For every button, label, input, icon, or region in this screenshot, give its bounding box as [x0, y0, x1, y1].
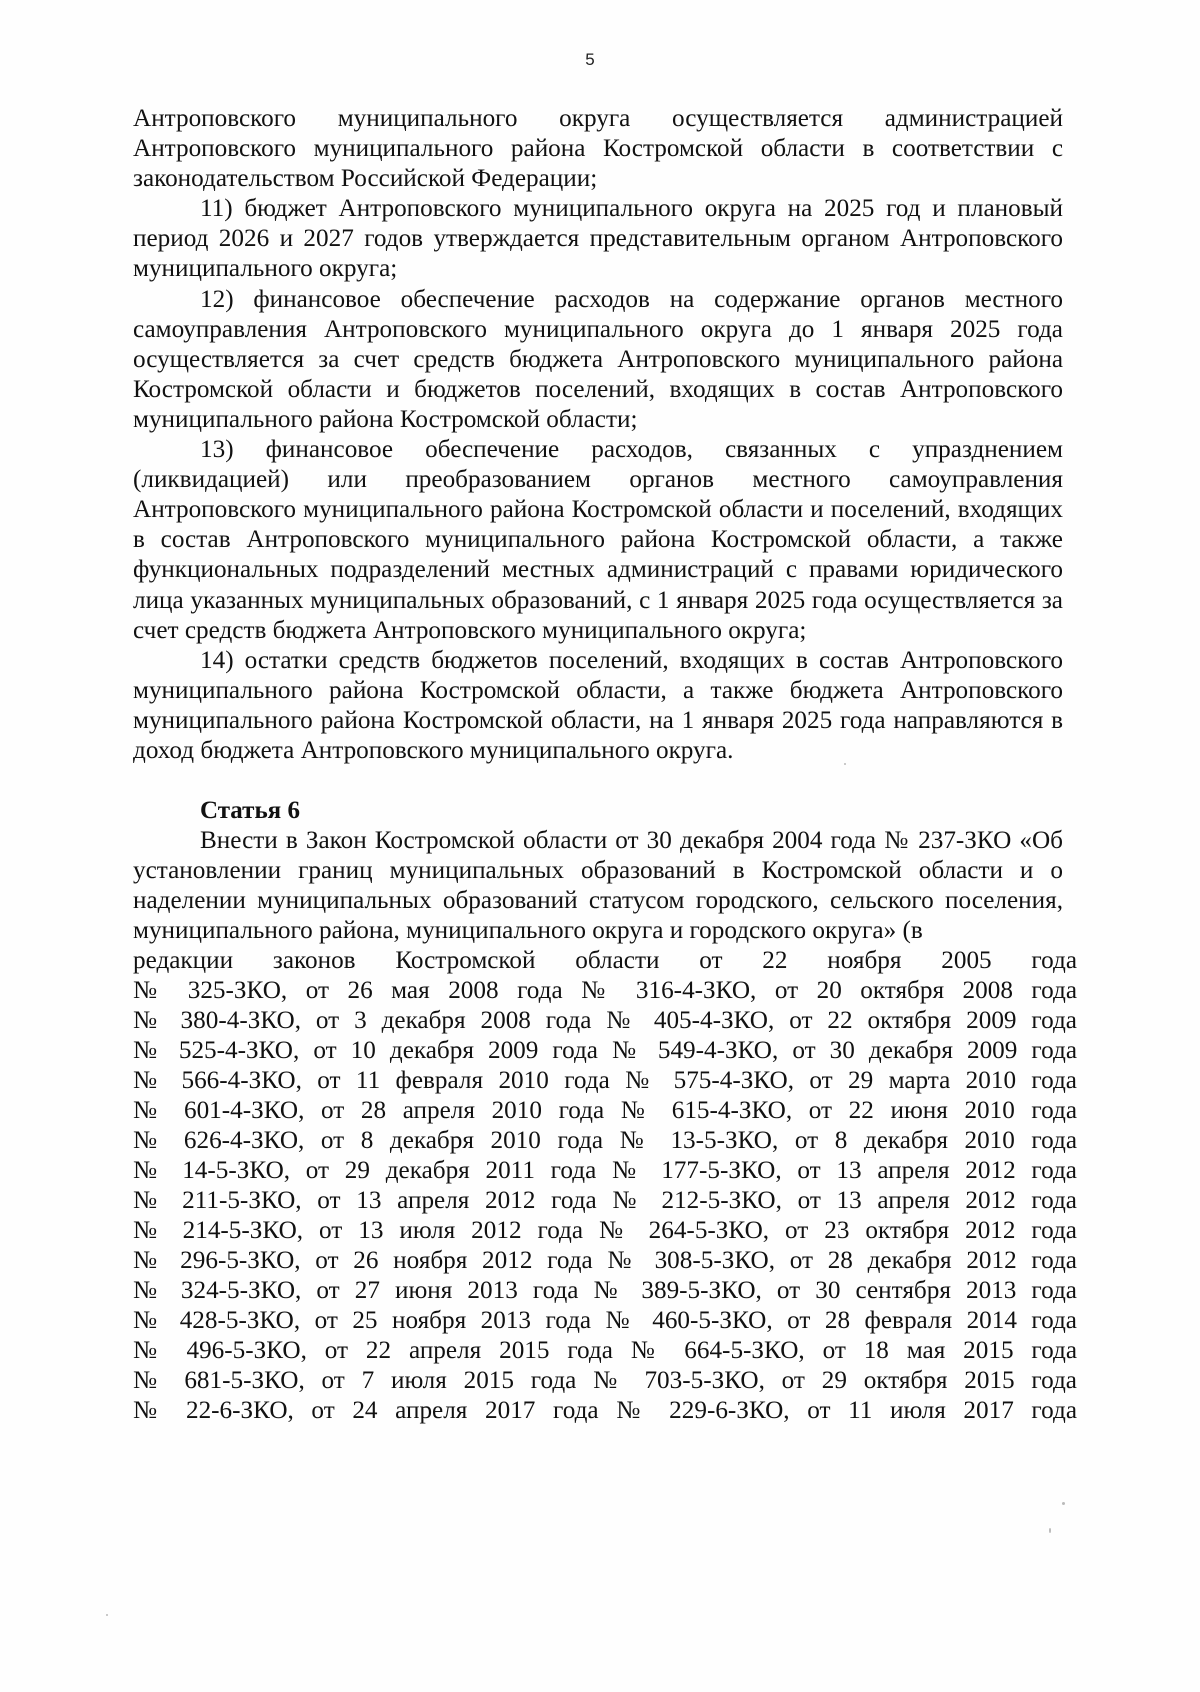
article-intro: Внести в Закон Костромской области от 30 декабря 2004 года № 237-ЗКО «Об установлении границ муниципальных образований в Костромской области и о наделении муниципальных образований статусом городского, сельского поселения, муниципального района, муниципального округа и городского округа» (в [133, 827, 1063, 945]
amendment-line: № 325-ЗКО, от 26 мая 2008 года № 316-4-ЗКО, от 20 октября 2008 года [133, 977, 1077, 1005]
paragraph-item-13: 13) финансовое обеспечение расходов, связанных с упразднением (ликвидацией) или преобразованием органов местного самоуправления Антроповского муниципального района Костромской области и поселений, входящих в состав Антроповского муниципального района Костромской области, а также функциональных подразделений местных администраций с правами юридического лица указанных муниципальных образований, с 1 января 2025 года осуществляется за счет средств бюджета Антроповского муниципального округа; [133, 436, 1063, 644]
amendment-line: № 380-4-ЗКО, от 3 декабря 2008 года № 405-4-ЗКО, от 22 октября 2009 года [133, 1007, 1077, 1035]
paragraph-item-14: 14) остатки средств бюджетов поселений, входящих в состав Антроповского муниципального района Костромской области, а также бюджета Антроповского муниципального района Костромской области, на 1 января 2025 года направляются в доход бюджета Антроповского муниципального округа. [133, 646, 1063, 764]
document-body [133, 104, 1077, 1426]
paragraph-intro: Антроповского муниципального округа осуществляется администрацией Антроповского муниципального района Костромской области в соответствии с законодательством Российской Федерации; [133, 105, 1063, 193]
page-number: 5 [585, 50, 595, 69]
amendment-line: № 22-6-ЗКО, от 24 апреля 2017 года № 229-6-ЗКО, от 11 июля 2017 года [133, 1397, 1077, 1425]
amendment-line: № 626-4-ЗКО, от 8 декабря 2010 года № 13-5-ЗКО, от 8 декабря 2010 года [133, 1127, 1077, 1155]
amendment-line: № 324-5-ЗКО, от 27 июня 2013 года № 389-5-ЗКО, от 30 сентября 2013 года [133, 1277, 1077, 1305]
paragraph-item-11: 11) бюджет Антроповского муниципального округа на 2025 год и плановый период 2026 и 2027 годов утверждается представительным органом Антроповского муниципального округа; [133, 195, 1063, 283]
amendment-line: № 14-5-ЗКО, от 29 декабря 2011 года № 177-5-ЗКО, от 13 апреля 2012 года [133, 1157, 1077, 1185]
article-amendment-list [133, 946, 1077, 1426]
amendment-line: № 214-5-ЗКО, от 13 июля 2012 года № 264-5-ЗКО, от 23 октября 2012 года [133, 1217, 1077, 1245]
scan-speck [106, 1614, 108, 1616]
amendment-line: № 496-5-ЗКО, от 22 апреля 2015 года № 664-5-ЗКО, от 18 мая 2015 года [133, 1337, 1077, 1365]
amendment-line: № 525-4-ЗКО, от 10 декабря 2009 года № 549-4-ЗКО, от 30 декабря 2009 года [133, 1037, 1077, 1065]
amendment-line: № 566-4-ЗКО, от 11 февраля 2010 года № 575-4-ЗКО, от 29 марта 2010 года [133, 1067, 1077, 1095]
scan-speck [844, 763, 846, 765]
amendment-line: № 428-5-ЗКО, от 25 ноября 2013 года № 460-5-ЗКО, от 28 февраля 2014 года [133, 1307, 1077, 1335]
amendment-line: № 211-5-ЗКО, от 13 апреля 2012 года № 212-5-ЗКО, от 13 апреля 2012 года [133, 1187, 1077, 1215]
paragraph-item-12: 12) финансовое обеспечение расходов на содержание органов местного самоуправления Антроповского муниципального округа до 1 января 2025 года осуществляется за счет средств бюджета Антроповского муниципального района Костромской области и бюджетов поселений, входящих в состав Антроповского муниципального района Костромской области; [133, 285, 1063, 433]
amendment-line: редакции законов Костромской области от 22 ноября 2005 года [133, 947, 1077, 975]
scan-speck [1049, 1528, 1051, 1533]
article-heading: Статья 6 [200, 797, 300, 825]
amendment-line: № 601-4-ЗКО, от 28 апреля 2010 года № 615-4-ЗКО, от 22 июня 2010 года [133, 1097, 1077, 1125]
amendment-line: № 296-5-ЗКО, от 26 ноября 2012 года № 308-5-ЗКО, от 28 декабря 2012 года [133, 1247, 1077, 1275]
scan-speck [1062, 1502, 1065, 1505]
amendment-line: № 681-5-ЗКО, от 7 июля 2015 года № 703-5-ЗКО, от 29 октября 2015 года [133, 1367, 1077, 1395]
